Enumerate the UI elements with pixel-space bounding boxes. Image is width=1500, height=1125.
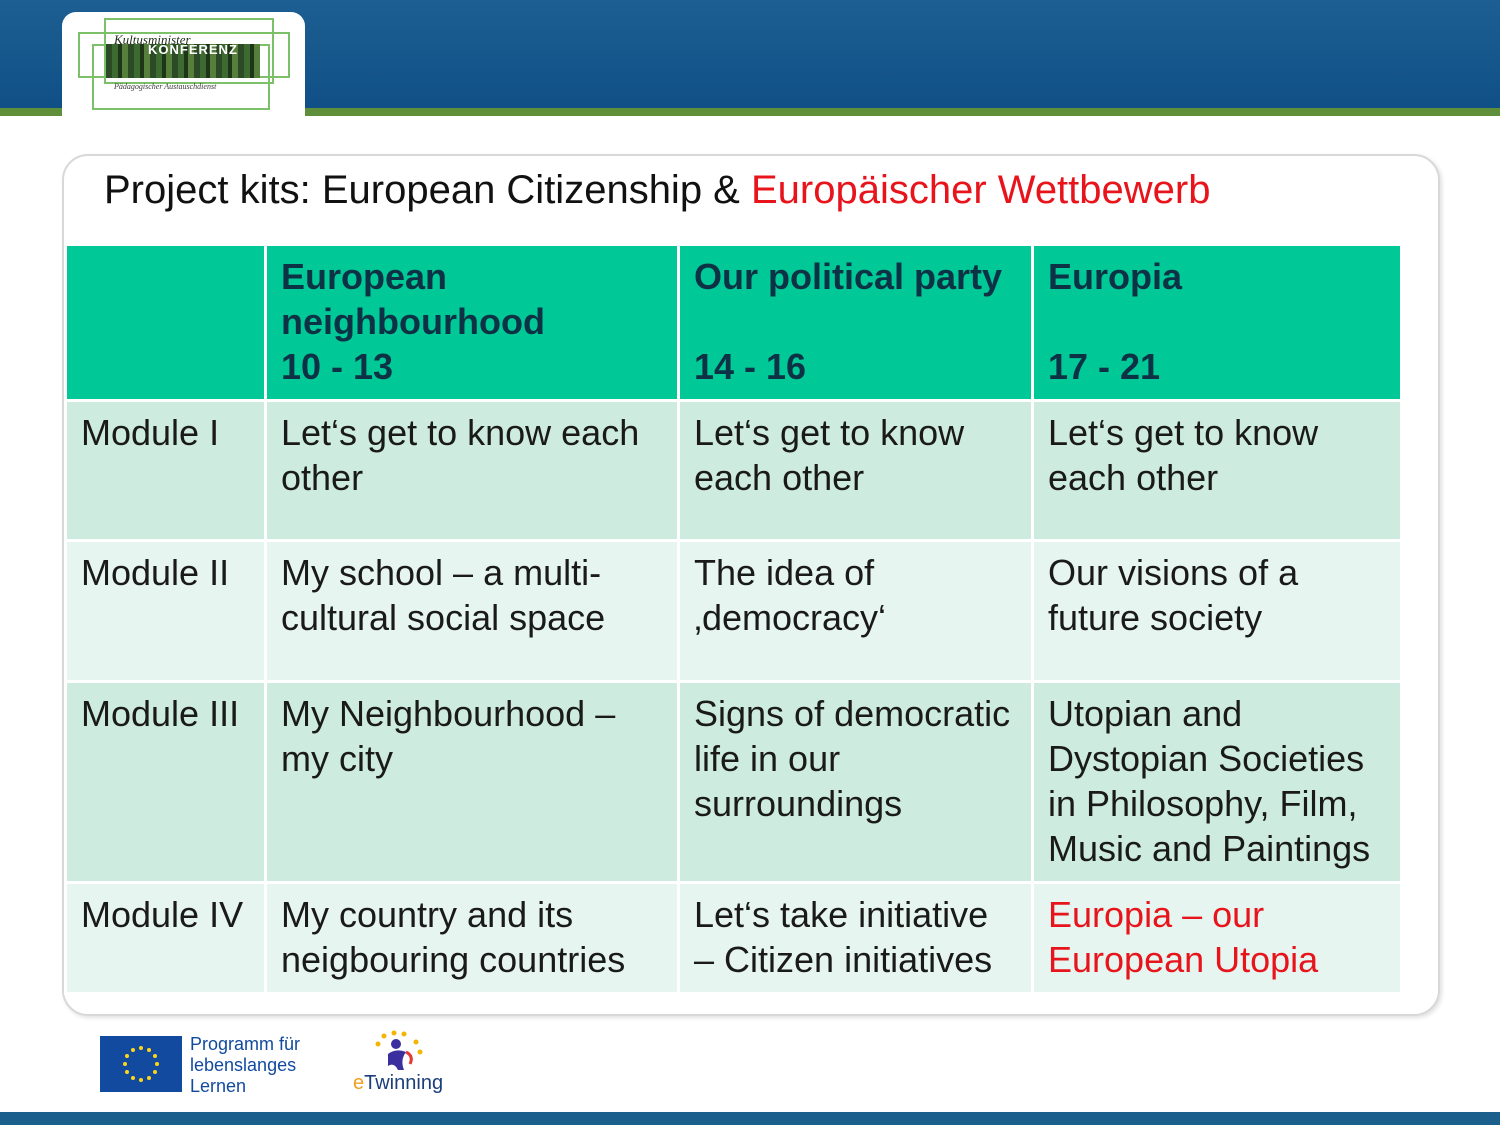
table-cell: The idea of ‚democracy‘ (679, 541, 1033, 682)
table-cell: Let‘s get to know each other (1033, 401, 1402, 541)
logo-text-konferenz: KONFERENZ (148, 42, 238, 57)
etwinning-logo-text (353, 1072, 443, 1095)
module-label: Module I (66, 401, 266, 541)
table-cell: My school – a multi-cultural social space (266, 541, 679, 682)
table-cell: Let‘s get to know each other (679, 401, 1033, 541)
etwinning-figure-icon (370, 1030, 430, 1074)
kmk-logo (74, 18, 294, 110)
eu-flag-icon (100, 1036, 182, 1092)
eu-label-line: lebenslanges (190, 1055, 297, 1075)
table-row (66, 682, 1402, 883)
etwinning-e: e (353, 1072, 365, 1094)
table-cell-highlight: Europia – our European Utopia (1033, 883, 1402, 994)
table-header-row (66, 245, 1402, 401)
table-cell: My country and its neigbouring countries (266, 883, 679, 994)
table-cell: Utopian and Dystopian Societies in Philosophy, Film, Music and Paintings (1033, 682, 1402, 883)
header-col1-name: European neighbourhood (281, 256, 545, 342)
header-europia (1033, 245, 1402, 401)
header-european-neighbourhood (266, 245, 679, 401)
etwinning-rest: Twinning (364, 1072, 444, 1094)
header-col2-name: Our political party (694, 256, 1003, 297)
header-col1-age: 10 - 13 (281, 346, 394, 387)
table-row (66, 883, 1402, 994)
logo-text-kultusminister: Kultusminister (114, 32, 191, 47)
module-label: Module III (66, 682, 266, 883)
table-cell: Our visions of a future society (1033, 541, 1402, 682)
table-cell: Let‘s get to know each other (266, 401, 679, 541)
table-cell: My Neighbourhood – my city (266, 682, 679, 883)
header-corner-cell (66, 245, 266, 401)
header-col3-name: Europia (1048, 256, 1183, 297)
slide-title (104, 166, 1210, 214)
title-part-german: Europäischer Wettbewerb (750, 168, 1211, 212)
table-row (66, 541, 1402, 682)
module-label: Module IV (66, 883, 266, 994)
logo-text-pad: Pädagogischer Austauschdienst (114, 82, 217, 91)
table-cell: Signs of democratic life in our surroundings (679, 682, 1033, 883)
header-our-political-party (679, 245, 1033, 401)
eu-label-line: Lernen (190, 1076, 247, 1096)
table-row (66, 401, 1402, 541)
header-col2-age: 14 - 16 (694, 346, 807, 387)
eu-programme-label (190, 1034, 300, 1097)
footer-bar (0, 1112, 1500, 1125)
module-label: Module II (66, 541, 266, 682)
project-kits-table (64, 243, 1403, 995)
table-cell: Let‘s take initiative – Citizen initiatives (679, 883, 1033, 994)
title-part-english: Project kits: European Citizenship & (104, 168, 751, 212)
header-col3-age: 17 - 21 (1048, 346, 1161, 387)
eu-label-line: Programm für (190, 1034, 301, 1054)
